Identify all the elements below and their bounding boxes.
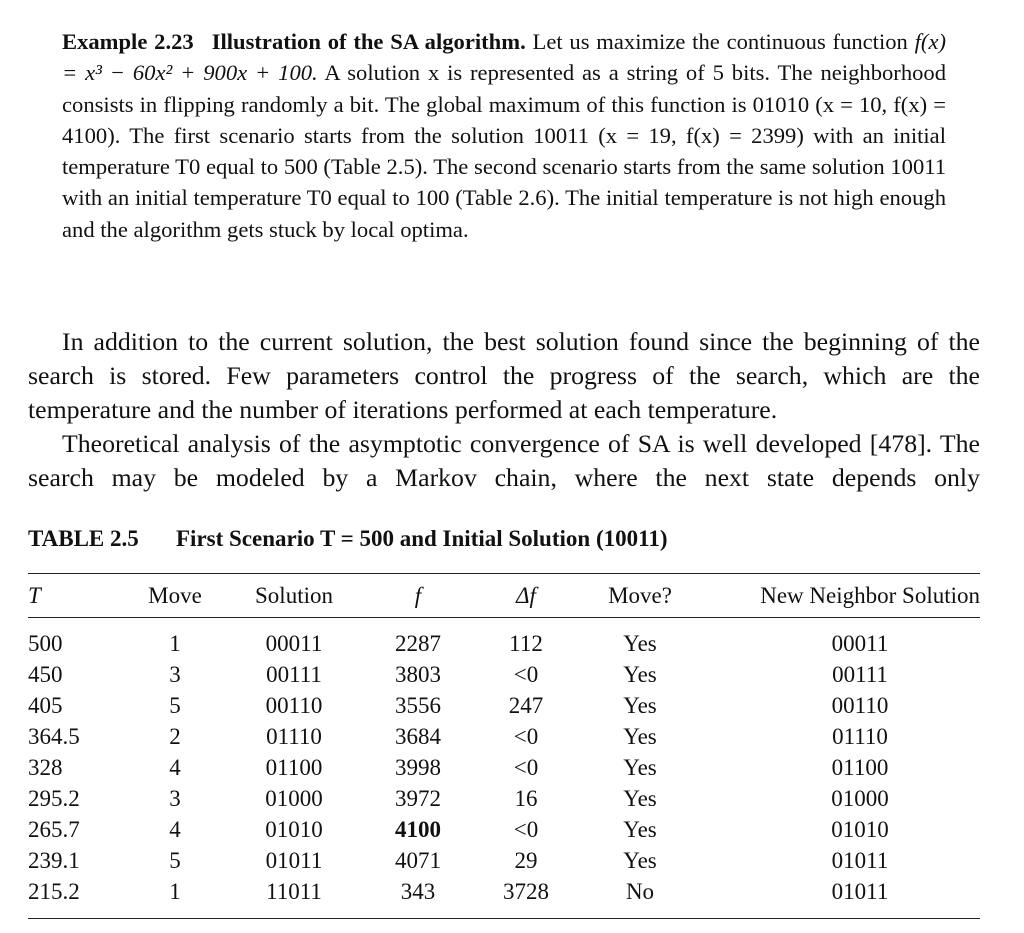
table-row — [28, 752, 980, 783]
cell-move: 3 — [169, 661, 181, 687]
cell-delta-f: 29 — [514, 847, 538, 873]
table-caption — [28, 526, 668, 552]
cell-f: 3972 — [395, 785, 441, 811]
cell-f: 3998 — [395, 754, 441, 780]
cell-new-neighbor: 00110 — [831, 692, 889, 718]
cell-delta-f: <0 — [513, 723, 539, 749]
cell-delta-f: 247 — [508, 692, 544, 718]
cell-move: 2 — [169, 723, 181, 749]
cell-f: 3556 — [395, 692, 441, 718]
cell-f: 2287 — [395, 630, 441, 656]
column-header: f — [414, 583, 422, 608]
body-paragraph-2: Theoretical analysis of the asymptotic convergence of SA is well developed [478]. The search may be modeled by a Markov chain, where the next state depends only — [28, 429, 980, 492]
cell-new-neighbor: 01110 — [832, 723, 888, 749]
table-top-rule — [28, 573, 980, 574]
table-row — [28, 783, 980, 814]
example-title: Illustration of the SA algorithm. — [211, 29, 526, 54]
cell-delta-f: <0 — [513, 816, 539, 842]
cell-move: 5 — [169, 847, 181, 873]
cell-solution: 00111 — [266, 661, 322, 687]
cell-temperature: 500 — [28, 630, 63, 656]
column-header: Move? — [608, 583, 672, 608]
cell-accepted: No — [625, 878, 655, 904]
cell-accepted: Yes — [623, 630, 657, 656]
cell-f: 3803 — [395, 661, 441, 687]
body-text — [28, 325, 980, 495]
cell-accepted: Yes — [623, 754, 657, 780]
cell-accepted: Yes — [623, 692, 657, 718]
cell-temperature: 405 — [28, 692, 63, 718]
cell-temperature: 239.1 — [28, 847, 80, 873]
example-box — [62, 26, 946, 245]
cell-f: 343 — [400, 878, 436, 904]
cell-new-neighbor: 01011 — [831, 878, 889, 904]
cell-new-neighbor: 00111 — [832, 661, 888, 687]
table-row — [28, 876, 980, 907]
cell-new-neighbor: 01000 — [831, 785, 889, 811]
column-header: Move — [148, 583, 202, 608]
cell-delta-f: 3728 — [503, 878, 549, 904]
cell-solution: 01100 — [265, 754, 323, 780]
cell-delta-f: <0 — [513, 661, 539, 687]
cell-f: 4100 — [395, 816, 441, 842]
table-row — [28, 617, 980, 659]
data-table — [28, 575, 980, 907]
cell-temperature: 265.7 — [28, 816, 80, 842]
cell-accepted: Yes — [623, 723, 657, 749]
column-header: T — [28, 583, 41, 608]
cell-new-neighbor: 00011 — [831, 630, 889, 656]
cell-new-neighbor: 01100 — [831, 754, 889, 780]
cell-move: 4 — [169, 754, 181, 780]
cell-temperature: 215.2 — [28, 878, 80, 904]
table-row — [28, 814, 980, 845]
cell-move: 1 — [169, 878, 181, 904]
example-description: A solution x is represented as a string of 5 bits. The neighborhood consists in flipping randomly a bit. The global maximum of this function is 01010 (x = 10, f(x) = 4100). The first scenario starts from the solution 10011 (x = 19, f(x) = 2399) with an initial temperature T0 equal to 500 (Table 2.5). The second scenario starts from the same solution 10011 with an initial temperature T0 equal to 100 (Table 2.6). The initial temperature is not high enough and the algorithm gets stuck by local optima. — [62, 60, 947, 242]
cell-delta-f: <0 — [513, 754, 539, 780]
column-header: New Neighbor Solution — [760, 583, 980, 608]
column-header: Δf — [516, 583, 536, 608]
cell-accepted: Yes — [623, 816, 657, 842]
cell-solution: 00011 — [265, 630, 323, 656]
cell-new-neighbor: 01010 — [831, 816, 889, 842]
cell-temperature: 328 — [28, 754, 63, 780]
cell-accepted: Yes — [623, 785, 657, 811]
cell-delta-f: 112 — [509, 630, 543, 656]
example-intro: Let us maximize the continuous function — [532, 29, 908, 54]
cell-temperature: 450 — [28, 661, 63, 687]
table-row — [28, 845, 980, 876]
cell-f: 3684 — [395, 723, 441, 749]
cell-move: 3 — [169, 785, 181, 811]
cell-solution: 01011 — [265, 847, 323, 873]
column-header: Solution — [255, 583, 333, 608]
cell-temperature: 295.2 — [28, 785, 80, 811]
cell-solution: 11011 — [266, 878, 322, 904]
cell-move: 4 — [169, 816, 181, 842]
cell-move: 5 — [169, 692, 181, 718]
cell-f: 4071 — [395, 847, 441, 873]
cell-accepted: Yes — [623, 661, 657, 687]
cell-delta-f: 16 — [514, 785, 538, 811]
cell-new-neighbor: 01011 — [831, 847, 889, 873]
cell-solution: 00110 — [265, 692, 323, 718]
cell-solution: 01010 — [265, 816, 323, 842]
cell-accepted: Yes — [623, 847, 657, 873]
table-bottom-rule — [28, 918, 980, 919]
cell-temperature: 364.5 — [28, 723, 80, 749]
cell-solution: 01110 — [266, 723, 322, 749]
table-caption-number: TABLE 2.5 — [28, 526, 139, 551]
table-row — [28, 690, 980, 721]
example-label: Example 2.23 — [62, 29, 194, 54]
example-function-lhs: f(x) — [914, 29, 946, 54]
table-header-row — [28, 575, 980, 617]
table-row — [28, 659, 980, 690]
table-row — [28, 721, 980, 752]
table-body — [28, 617, 980, 907]
cell-move: 1 — [169, 630, 181, 656]
body-paragraph-1: In addition to the current solution, the best solution found since the beginning of the search is stored. Few parameters control the progress of the search, which are the temperature and the number of iterations performed at each temperature. — [28, 327, 980, 424]
table-caption-title: First Scenario T = 500 and Initial Solution (10011) — [176, 526, 668, 551]
example-function-rhs: = x³ − 60x² + 900x + 100. — [62, 60, 318, 86]
cell-solution: 01000 — [265, 785, 323, 811]
